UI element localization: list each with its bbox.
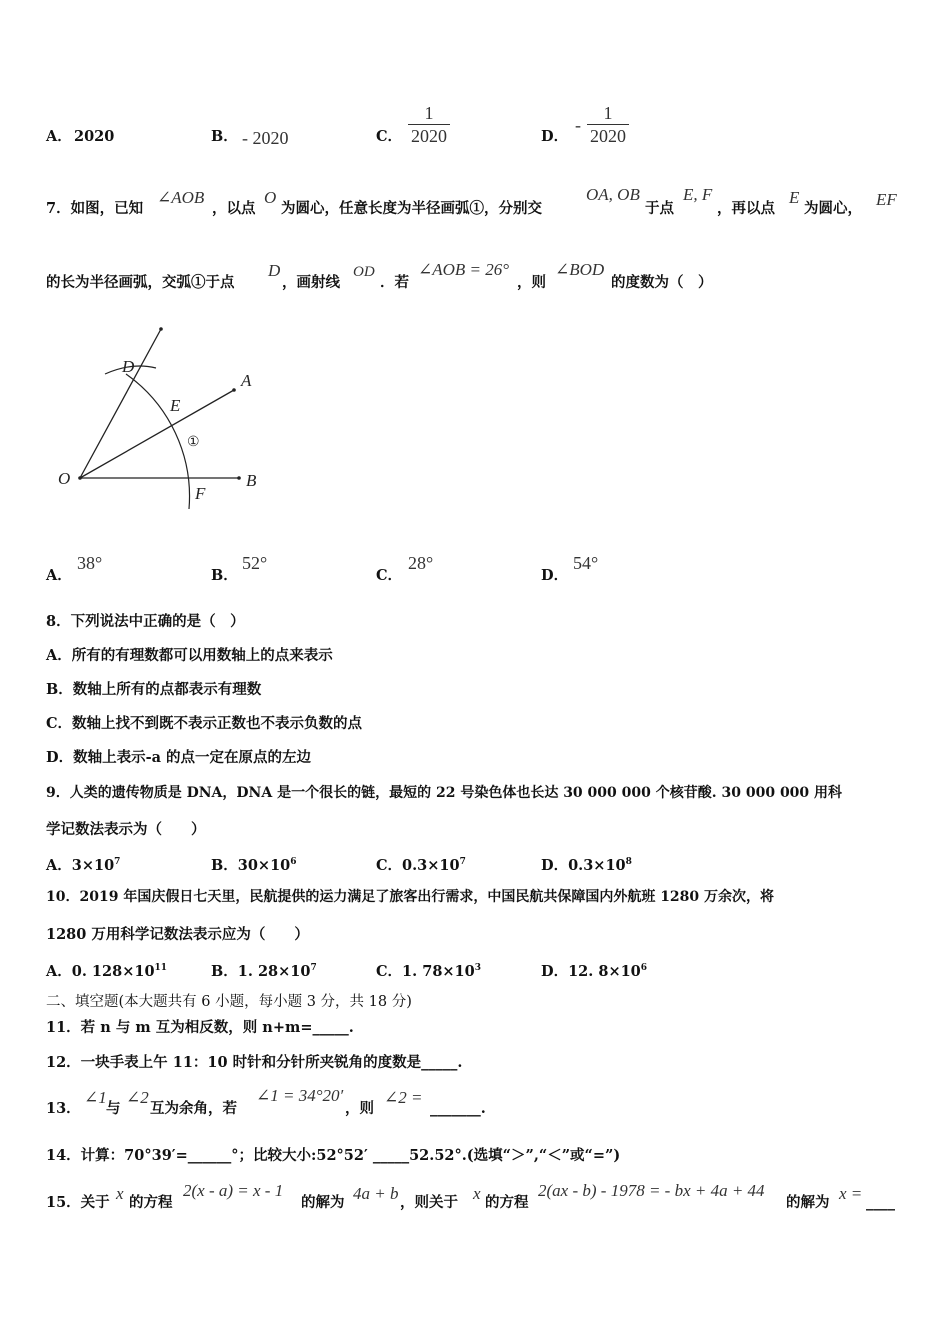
q10-option-a: A．0. $128\times 10^{11}$ bbox=[46, 962, 168, 980]
q7-option-b-value: 52° bbox=[242, 553, 268, 573]
q7-option-a-value: 38° bbox=[77, 553, 103, 573]
q6-option-a-label: A． bbox=[46, 128, 72, 145]
point-b bbox=[237, 476, 241, 480]
ray-od bbox=[80, 329, 161, 478]
q9-option-d: D．$0.3\times 10^8$ bbox=[541, 856, 632, 874]
q7-option-b-label: B． bbox=[211, 567, 238, 584]
q13-math-angle-2-eq: ∠2 = bbox=[384, 1088, 423, 1107]
q7-text-10: ，则 bbox=[517, 274, 546, 291]
q8-option-d: D．数轴上表示-a 的点一定在原点的左边 bbox=[46, 749, 312, 766]
q13-math-condition: ∠1 = 34°20′ bbox=[256, 1086, 344, 1105]
q7-math-angle-aob: ∠AOB bbox=[157, 188, 205, 207]
q6-option-b-label: B． bbox=[211, 128, 238, 145]
q15-blank: ____ bbox=[866, 1194, 895, 1211]
q9-option-b: B．$30\times 10^6$ bbox=[211, 856, 297, 874]
q9-stem-line-2: 学记数法表示为（ ） bbox=[46, 821, 206, 838]
q15-text-4: ，则关于 bbox=[400, 1194, 458, 1211]
q6-c-denominator: 2020 bbox=[411, 126, 447, 146]
label-d: D bbox=[122, 357, 135, 376]
point-ray-od-end bbox=[159, 327, 163, 331]
q6-option-d-fraction bbox=[587, 103, 629, 146]
q10-option-c: C．1. $78\times 10^3$ bbox=[376, 962, 481, 980]
q6-option-c-label: C． bbox=[376, 128, 403, 145]
q8-option-a: A．所有的有理数都可以用数轴上的点来表示 bbox=[46, 647, 333, 664]
q10-option-b: B．1. $28\times 10^7$ bbox=[211, 962, 317, 980]
q6-option-c-fraction bbox=[408, 103, 450, 146]
q15-text-2: 的方程 bbox=[129, 1194, 173, 1211]
q7-math-e: E bbox=[789, 188, 800, 207]
q13-math-angle-2: ∠2 bbox=[126, 1088, 149, 1107]
q7-math-angle-condition: ∠AOB = 26° bbox=[418, 260, 510, 279]
label-e: E bbox=[170, 396, 181, 415]
q6-option-a-value: 2020 bbox=[74, 128, 115, 145]
q7-option-d-label: D． bbox=[541, 567, 569, 584]
label-arc-1: ① bbox=[187, 435, 200, 450]
q6-c-numerator: 1 bbox=[424, 103, 434, 123]
q15-text-6: 的解为 bbox=[786, 1194, 830, 1211]
q13-text-4: ，则 bbox=[345, 1100, 374, 1117]
q7-text-2: ，以点 bbox=[212, 200, 256, 217]
q6-d-numerator: 1 bbox=[603, 103, 613, 123]
point-o bbox=[78, 476, 82, 480]
q13-blank: _______. bbox=[430, 1100, 486, 1117]
q9-option-c: C．$0.3\times 10^7$ bbox=[376, 856, 466, 874]
arc-1 bbox=[126, 374, 190, 509]
q7-math-d: D bbox=[268, 261, 281, 280]
label-f: F bbox=[195, 484, 206, 503]
section-2-heading: 二、填空题(本大题共有 6 小题，每小题 3 分，共 18 分) bbox=[46, 994, 412, 1010]
q7-text-5: ，再以点 bbox=[717, 200, 775, 217]
q9-stem-line-1: 9．人类的遗传物质是 DNA，DNA 是一个很长的链，最短的 22 号染色体也长达 30 000 000 个核苷酸. 30 000 000 用科 bbox=[46, 785, 843, 801]
q15-text-3: 的解为 bbox=[301, 1194, 345, 1211]
q15-math-equation-1: 2(x - a) = x - 1 bbox=[183, 1181, 284, 1200]
q7-math-oa-ob: OA, OB bbox=[586, 185, 640, 204]
q7-text-1: 7．如图，已知 bbox=[46, 200, 144, 217]
q15-math-x-eq: x = bbox=[839, 1184, 863, 1203]
q15-math-equation-2: 2(ax - b) - 1978 = - bx + 4a + 44 bbox=[538, 1181, 765, 1200]
q7-text-3: 为圆心，任意长度为半径画弧①，分别交 bbox=[281, 200, 542, 217]
q11: 11．若 n 与 m 互为相反数，则 n+m=_____. bbox=[46, 1019, 354, 1036]
q13-text-1: 13． bbox=[46, 1100, 81, 1117]
q7-option-c-value: 28° bbox=[408, 553, 434, 573]
q7-math-angle-bod: ∠BOD bbox=[555, 260, 605, 279]
q7-text-4: 于点 bbox=[645, 200, 674, 217]
point-a bbox=[232, 388, 236, 392]
q7-option-d-value: 54° bbox=[573, 553, 599, 573]
q9-option-a: A．$3\times 10^7$ bbox=[46, 856, 121, 874]
q7-text-9: ．若 bbox=[380, 274, 409, 291]
q7-text-7: 的长为半径画弧，交弧①于点 bbox=[46, 274, 235, 291]
q7-text-11: 的度数为（ ） bbox=[611, 274, 713, 291]
q15-math-x: x bbox=[116, 1184, 124, 1203]
q7-text-6: 为圆心， bbox=[804, 200, 862, 217]
q13-math-angle-1: ∠1 bbox=[84, 1088, 107, 1107]
q10-stem-line-1: 10．2019 年国庆假日七天里，民航提供的运力满足了旅客出行需求，中国民航共保障国内外航班 1280 万余次，将 bbox=[46, 889, 775, 905]
q8-option-c: C．数轴上找不到既不表示正数也不表示负数的点 bbox=[46, 715, 363, 732]
label-o: O bbox=[58, 469, 71, 488]
q6-option-d-label: D． bbox=[541, 128, 569, 145]
q7-math-od: OD bbox=[353, 264, 375, 280]
q7-math-ef: EF bbox=[876, 190, 897, 209]
q15-math-x-2: x bbox=[473, 1184, 481, 1203]
q6-d-denominator: 2020 bbox=[590, 126, 626, 146]
q7-math-e-f: E, F bbox=[683, 185, 713, 204]
q6-d-sign: - bbox=[575, 115, 581, 135]
q8-option-b: B．数轴上所有的点都表示有理数 bbox=[46, 681, 262, 698]
q7-option-c-label: C． bbox=[376, 567, 403, 584]
q15-text-1: 15．关于 bbox=[46, 1194, 110, 1211]
q6-option-b-value: - 2020 bbox=[242, 128, 289, 148]
q12: 12．一块手表上午 11：10 时针和分针所夹锐角的度数是_____. bbox=[46, 1054, 463, 1071]
q7-text-8: ，画射线 bbox=[282, 274, 340, 291]
q8-stem: 8．下列说法中正确的是（ ） bbox=[46, 613, 245, 630]
q13-text-3: 互为余角，若 bbox=[150, 1100, 237, 1117]
q7-math-o: O bbox=[264, 188, 277, 207]
q14: 14．计算：70°39′=______°；比较大小:52°52′ _____52.52°.(选填“＞”,“＜”或“=”) bbox=[46, 1147, 621, 1164]
label-b: B bbox=[246, 471, 257, 490]
q7-option-a-label: A． bbox=[46, 567, 72, 584]
q10-stem-line-2: 1280 万用科学记数法表示应为（ ） bbox=[46, 926, 309, 943]
q13-text-2: 与 bbox=[106, 1100, 121, 1117]
label-a: A bbox=[241, 371, 252, 390]
q15-text-5: 的方程 bbox=[485, 1194, 529, 1211]
q10-option-d: D．12. $8\times 10^6$ bbox=[541, 962, 648, 980]
q15-math-solution-1: 4a + b bbox=[353, 1184, 399, 1203]
q7-geometry-figure bbox=[50, 320, 280, 520]
